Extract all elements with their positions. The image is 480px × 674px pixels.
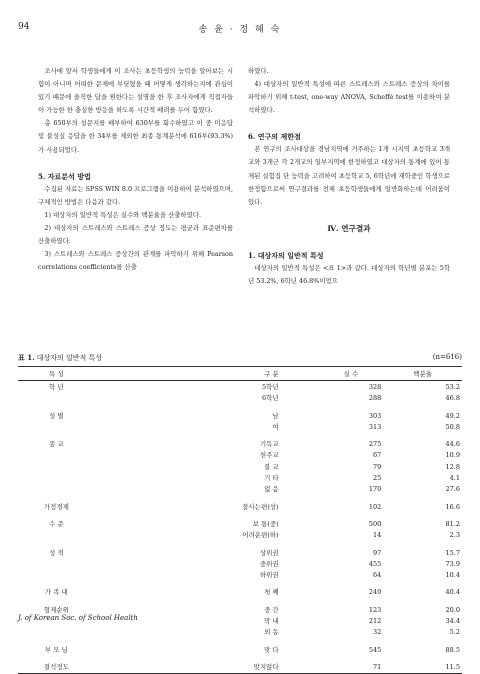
table-row [18,484,462,495]
row-percent: 27.6 [445,485,460,494]
table-row [18,393,462,404]
row-percent: 44.6 [445,440,460,449]
table-caption [18,353,462,365]
running-title: 송 윤 · 정 혜 숙 [198,25,282,35]
row-category: 남 [272,411,279,420]
row-characteristic: 형제순위 [43,605,69,614]
row-category: 맞지않다 [95,656,319,674]
table-title: 대상자의 일반적 특성 [36,354,103,362]
row-count: 102 [368,502,382,511]
row-category: 기독교 [259,440,279,449]
row-category: 맞 다 [264,645,279,654]
table-row [18,381,462,394]
table-row [18,473,462,484]
table-row [18,570,462,581]
paragraph: 1) 대상자의 일반적 특성은 실수와 백분율을 산출하였다. [44,210,201,219]
right-column [248,65,450,288]
row-category: 없 음 [264,485,279,494]
row-percent: 20.0 [445,605,460,614]
page-number: 94 [18,22,30,32]
row-percent: 49.2 [445,411,460,420]
row-characteristic: 부 모 님 [44,645,68,654]
row-percent: 34.4 [445,617,460,626]
page-header [18,22,462,34]
row-characteristic [18,530,95,541]
column-header: 실 수 [319,367,384,381]
table-row [18,627,462,638]
row-characteristic [18,559,95,570]
paragraph: 조사에 앞서 학생들에게 이 조사는 초등학생의 능력을 알아보는 시험이 아니며 어떠한 문제에 부딪혔을 때 어떻게 생각하는지에 관심이 있기 때문에 솔직한 답을 원한다는 설명을 한 후 조사자에게 직접자들이 가능한 한 충실한 방응을 하도록 시간적 배려를 두어 함였다. [38,67,233,115]
row-count: 212 [368,617,382,626]
paragraph: 수집된 자료는 SPSS WIN 8.0 프로그램을 이용하여 분석하였으며, 구체적인 방법은 다음과 같다. [38,184,233,206]
table-row [18,433,462,450]
row-percent: 53.2 [445,383,460,391]
row-percent: 10.4 [445,571,460,580]
row-characteristic [18,570,95,581]
row-category: 중 간 [264,605,279,614]
row-count: 25 [373,474,382,483]
table-label: 표 1. [18,353,35,362]
column-header: 특 성 [18,367,95,381]
row-category: 기 타 [264,474,279,483]
row-category: 여 [272,422,279,431]
row-count: 313 [368,422,382,431]
row-count: 97 [373,548,382,557]
row-count: 249 [368,588,382,597]
table-row [18,542,462,559]
row-category: 천주교 [259,451,279,460]
table-row [18,639,462,656]
chapter-heading: Ⅳ. 연구결과 [327,223,371,233]
row-category: 보 통(중) [252,519,279,528]
row-characteristic: 가 족 내 [44,588,68,597]
row-count: 303 [368,411,382,420]
row-category: 6학년 [262,394,279,403]
row-category: 어려운편(하) [242,531,279,540]
row-percent: 10.9 [445,451,460,460]
row-category: 상위권 [259,548,279,557]
table-header-row [18,367,462,381]
table-row [18,513,462,530]
row-count: 14 [373,531,382,540]
row-characteristic: 학 년 [49,383,64,391]
row-characteristic: 결석정도 [18,656,95,674]
table-row [18,530,462,541]
left-column [38,65,233,274]
row-characteristic [18,393,95,404]
journal-footer: J. of Korean Soc. of School Health [18,614,138,622]
paragraph: 본 연구의 조사대상을 경남지역에 거주하는 1개 시지역 초등학교 3개교와 3개군 각 2개교의 일부지역에 한정하였고 대상자의 통계에 있어 통제된 실험집 단 능력을 고려하여 초등학교 5, 6학년에 재학중인 학생으로 한정함으로써 연구결과를 전체 초등학생들에게 일반화하는데 어려움이 있다. [248,145,450,206]
row-characteristic [18,462,95,473]
row-category: 하위권 [259,571,279,580]
row-characteristic [18,627,95,638]
paragraph: 3) 스트레스와 스트레스 증상간의 관계를 파악하기 위해 Pearson correlations coefficients를 산출 [38,250,233,272]
row-percent: 40.4 [445,588,460,597]
row-category: 외 동 [264,628,279,637]
section-heading: 1. 대상자의 일반적 특성 [248,250,324,260]
row-characteristic [18,484,95,495]
row-category: 첫 째 [264,588,279,597]
row-count: 79 [373,462,382,471]
row-count: 123 [368,605,382,614]
row-category: 막 내 [264,617,279,626]
table-row [18,422,462,433]
row-characteristic [18,450,95,461]
column-header: 구 분 [95,367,319,381]
row-count: 32 [373,628,382,637]
row-count: 170 [368,485,382,494]
table-row [18,581,462,598]
row-characteristic: 종 교 [49,440,64,449]
section-heading: 6. 연구의 제한점 [248,132,301,142]
row-count: 275 [368,440,382,449]
row-percent: 73.9 [445,559,460,568]
row-count: 455 [368,559,382,568]
row-percent: 50.8 [445,422,460,431]
column-header: 백분율 [383,367,462,381]
row-category: 잘사는편(상) [242,502,279,511]
table-n-note: (n=616) [432,353,462,361]
row-percent: 11.5 [383,656,462,674]
table-row [18,496,462,513]
row-characteristic [18,473,95,484]
paragraph: 총 650부의 설문지를 배부하여 630부를 회수하였고 이 중 미응답 및 불성실 응답을 한 34부를 제외한 최종 통계분석에 616부(93.3%)가 사용되었다. [38,119,233,154]
row-category: 불 교 [264,462,279,471]
table-row [18,462,462,473]
row-percent: 12.8 [445,462,460,471]
row-count: 64 [373,571,382,580]
table-row [18,656,462,674]
paragraph: 4) 대상자의 일반적 특성에 따른 스트레스와 스트레스 증상의 차이를 파악하기 위해 t-test, one-way ANOVA, Scheffé test를 이용하여 분석하였다. [248,80,450,115]
row-count: 67 [373,451,382,460]
row-percent: 15.7 [445,548,460,557]
row-count: 500 [368,519,382,528]
characteristics-table [18,366,462,674]
row-characteristic: 수 준 [49,519,64,528]
section-heading: 5. 자료분석 방법 [38,171,91,181]
row-characteristic [18,422,95,433]
row-category: 중위권 [259,559,279,568]
row-category: 5학년 [262,383,279,391]
paragraph: 대상자의 일반적 특성은 <표 1>과 같다. 대상자의 학년별 분포는 5학년 53.2%, 6학년 46.8%이었으 [248,263,450,285]
row-percent: 88.5 [445,645,460,654]
table-row [18,405,462,422]
row-percent: 46.8 [445,394,460,403]
row-percent: 2.3 [449,531,460,540]
row-percent: 4.1 [449,474,460,483]
table-row [18,559,462,570]
row-count: 71 [319,656,384,674]
row-count: 288 [368,394,382,403]
table-row [18,450,462,461]
row-characteristic: 성 적 [49,548,64,557]
row-count: 328 [368,383,382,391]
row-percent: 16.6 [445,502,460,511]
paragraph: 2) 대상자의 스트레스와 스트레스 증상 정도는 평균과 표준편차를 산출하였다. [38,223,233,246]
paragraph: 하였다. [248,67,269,75]
row-characteristic: 가정경제 [43,502,69,511]
row-count: 545 [368,645,382,654]
row-characteristic: 성 별 [49,411,64,420]
row-percent: 81.2 [445,519,460,528]
row-percent: 5.2 [449,628,460,637]
